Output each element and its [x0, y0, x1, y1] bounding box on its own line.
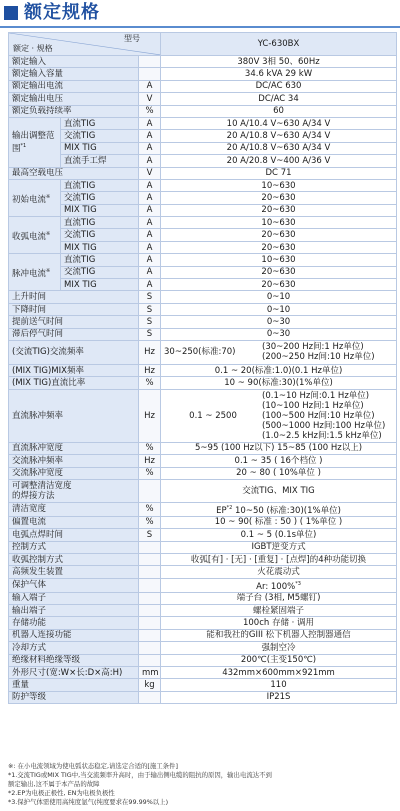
table-row [9, 328, 397, 340]
row-unit: V [139, 167, 161, 179]
row-label: 滞后停气时间 [9, 328, 139, 340]
table-row [9, 56, 397, 68]
row-label: 保护气体 [9, 578, 139, 592]
table-row [9, 117, 397, 129]
row-value: 10~630 [161, 179, 397, 191]
row-unit: A [139, 117, 161, 129]
row-value: 110 [161, 679, 397, 691]
row-value: 20~630 [161, 266, 397, 278]
row-value: 0.1 ~ 5 (0.1s单位) [161, 529, 397, 541]
header-rule [0, 26, 400, 28]
row-value: 20 A/10.8 V~630 A/34 V [161, 130, 397, 142]
row-value: 强制空冷 [161, 642, 397, 654]
row-value: 端子台 (3相, M5螺钉) [161, 592, 397, 604]
row-value: 20~630 [161, 192, 397, 204]
row-unit: S [139, 303, 161, 315]
corner-cell [9, 33, 161, 56]
row-label: 额定输出电流 [9, 80, 139, 92]
row-unit: % [139, 105, 161, 117]
row-value: 100ch 存储 · 调用 [161, 617, 397, 629]
row-label: 额定负载持续率 [9, 105, 139, 117]
table-row [9, 316, 397, 328]
row-unit [139, 553, 161, 565]
row-unit: A [139, 130, 161, 142]
row-value: 10~630 [161, 217, 397, 229]
row-label: 收弧电流※ [9, 217, 61, 254]
table-row [9, 566, 397, 578]
table-row [9, 617, 397, 629]
sub-label: 直流手工焊 [61, 155, 139, 167]
footnotes [8, 762, 396, 807]
row-label: 初始电流※ [9, 179, 61, 216]
row-unit [139, 629, 161, 641]
table-row [9, 516, 397, 528]
row-value: 0~10 [161, 291, 397, 303]
table-row [9, 467, 397, 479]
table-row [9, 155, 397, 167]
row-value: 0.1 ~ 35 ( 16个档位 ) [161, 455, 397, 467]
row-unit: Hz [139, 364, 161, 376]
row-unit: Hz [139, 389, 161, 442]
row-label: 直流脉冲频率 [9, 389, 139, 442]
sub-label: MIX TIG [61, 204, 139, 216]
value-notes: (0.1~10 Hz间:0.1 Hz单位) (10~100 Hz间:1 Hz单位) (100~500 Hz间:10 Hz单位) (500~1000 Hz间:100 Hz单位) (1.0~2.5 kHz间:1.5 kHz单位) [262, 390, 386, 441]
row-value: 能和我社的GIII 松下机器人控制器通信 [161, 629, 397, 641]
table-row [9, 93, 397, 105]
row-value: 收弧[有] · [无] · [重复] · [点焊]的4种功能切换 [161, 553, 397, 565]
value-notes: (30~200 Hz间:1 Hz单位) (200~250 Hz间:10 Hz单位) [262, 342, 375, 363]
row-unit [139, 578, 161, 592]
value-main: 30~250(标准:70) [164, 347, 236, 358]
row-value: 10 ~ 90( 标准 : 50 ) ( 1%单位 ) [161, 516, 397, 528]
row-unit: A [139, 204, 161, 216]
section-title: 额定规格 [24, 2, 100, 23]
table-row [9, 340, 397, 364]
row-label: 下降时间 [9, 303, 139, 315]
row-unit [139, 617, 161, 629]
row-label: (交流TIG)交流频率 [9, 340, 139, 364]
table-row [9, 502, 397, 516]
table-row [9, 679, 397, 691]
table-row [9, 241, 397, 253]
row-unit [139, 479, 161, 502]
row-value: DC/AC 630 [161, 80, 397, 92]
row-unit: A [139, 80, 161, 92]
table-row [9, 192, 397, 204]
sub-label: 直流TIG [61, 254, 139, 266]
row-unit [139, 56, 161, 68]
row-value: 20 A/10.8 V~630 A/34 V [161, 142, 397, 154]
row-unit: A [139, 142, 161, 154]
row-unit: S [139, 291, 161, 303]
row-label: 收弧控制方式 [9, 553, 139, 565]
row-unit: A [139, 155, 161, 167]
row-label: 上升时间 [9, 291, 139, 303]
row-value: 432mm×600mm×921mm [161, 666, 397, 678]
row-label: 交流脉冲频率 [9, 455, 139, 467]
row-unit: % [139, 377, 161, 389]
row-unit: V [139, 93, 161, 105]
table-row [9, 130, 397, 142]
row-label: 冷却方式 [9, 642, 139, 654]
row-unit: A [139, 266, 161, 278]
row-label: 清洁宽度 [9, 502, 139, 516]
row-unit: Hz [139, 340, 161, 364]
row-value [161, 340, 397, 364]
row-label: 控制方式 [9, 541, 139, 553]
row-value: 10~630 [161, 254, 397, 266]
row-unit [139, 566, 161, 578]
sub-label: MIX TIG [61, 241, 139, 253]
row-label: 重量 [9, 679, 139, 691]
table-row [9, 691, 397, 703]
row-unit [139, 654, 161, 666]
row-value: 34.6 kVA 29 kW [161, 68, 397, 80]
table-row [9, 291, 397, 303]
row-value: IP21S [161, 691, 397, 703]
row-label: 交流脉冲宽度 [9, 467, 139, 479]
row-value: DC/AC 34 [161, 93, 397, 105]
row-label: 输出端子 [9, 604, 139, 616]
footnote: *1.交流TIG或MIX TIG中,当交流频率升高时，由于输出侧电缆的阻抗的原因，输出电流达不到 [8, 771, 272, 779]
row-label: 存储功能 [9, 617, 139, 629]
row-value: 0~30 [161, 328, 397, 340]
row-unit: A [139, 254, 161, 266]
table-row [9, 479, 397, 502]
sub-label: 直流TIG [61, 217, 139, 229]
sub-label: 交流TIG [61, 266, 139, 278]
table-row [9, 578, 397, 592]
row-label: 输出调整范围$^{*1}$ [9, 117, 61, 167]
row-label: 输入端子 [9, 592, 139, 604]
row-label: 额定输入容量 [9, 68, 139, 80]
row-value: 20~630 [161, 279, 397, 291]
row-label: (MIX TIG)直流比率 [9, 377, 139, 389]
footnote: *3.保护气体需使用高纯度氩气(纯度要求在99.99%以上) [8, 798, 169, 806]
row-unit: Hz [139, 455, 161, 467]
row-value: 200℃(主变150℃) [161, 654, 397, 666]
corner-top-label: 型号 [124, 34, 141, 43]
footnote: 额定输出,这不属于本产品的故障 [8, 780, 100, 788]
table-row [9, 389, 397, 442]
sub-label: 直流TIG [61, 117, 139, 129]
table-row [9, 229, 397, 241]
table-header-row [9, 33, 397, 56]
table-row [9, 529, 397, 541]
table-row [9, 142, 397, 154]
table-row [9, 204, 397, 216]
row-label: 提前送气时间 [9, 316, 139, 328]
sub-label: 交流TIG [61, 192, 139, 204]
table-row [9, 541, 397, 553]
sub-label: 交流TIG [61, 229, 139, 241]
row-value: 0.1 ~ 20(标准:1.0)(0.1 Hz单位) [161, 364, 397, 376]
footnote: ※: 在小电流领域为使电弧状态稳定,请选定合适的[施工条件] [8, 762, 178, 770]
row-value: 火花震动式 [161, 566, 397, 578]
row-value: 20~630 [161, 204, 397, 216]
row-value: 20~630 [161, 241, 397, 253]
row-unit: A [139, 217, 161, 229]
row-label: 额定输出电压 [9, 93, 139, 105]
row-label: 额定输入 [9, 56, 139, 68]
row-value: 60 [161, 105, 397, 117]
row-unit: S [139, 529, 161, 541]
sub-label: MIX TIG [61, 142, 139, 154]
table-row [9, 666, 397, 678]
row-label: (MIX TIG)MIX频率 [9, 364, 139, 376]
table-row [9, 167, 397, 179]
table-row [9, 279, 397, 291]
row-value: 10 A/10.4 V~630 A/34 V [161, 117, 397, 129]
footnote: *2.EP为电极正极性, EN为电极负极性 [8, 789, 115, 797]
row-value: 螺栓紧固端子 [161, 604, 397, 616]
row-label: 直流脉冲宽度 [9, 442, 139, 454]
table-row [9, 364, 397, 376]
row-unit [139, 691, 161, 703]
row-value: 0~30 [161, 316, 397, 328]
row-label: 外形尺寸(宽:W×长:D×高:H) [9, 666, 139, 678]
row-label: 电弧点焊时间 [9, 529, 139, 541]
sub-label: MIX TIG [61, 279, 139, 291]
table-row [9, 179, 397, 191]
table-row [9, 642, 397, 654]
row-label: 高频发生装置 [9, 566, 139, 578]
row-label: 机器人连接功能 [9, 629, 139, 641]
row-label: 最高空载电压 [9, 167, 139, 179]
table-row [9, 455, 397, 467]
row-unit: % [139, 502, 161, 516]
row-value: 20 ~ 80 ( 10%单位 ) [161, 467, 397, 479]
row-value: Ar: 100%$^{*3}$ [161, 578, 397, 592]
table-row [9, 266, 397, 278]
table-row [9, 377, 397, 389]
table-row [9, 442, 397, 454]
row-unit [139, 604, 161, 616]
row-value [161, 389, 397, 442]
row-value: 交流TIG、MIX TIG [161, 479, 397, 502]
table-row [9, 105, 397, 117]
row-unit: mm [139, 666, 161, 678]
row-unit: % [139, 442, 161, 454]
row-label: 防护等级 [9, 691, 139, 703]
header-square-icon [4, 6, 18, 20]
table-row [9, 654, 397, 666]
row-unit [139, 642, 161, 654]
row-value: 5~95 (100 Hz以下) 15~85 (100 Hz以上) [161, 442, 397, 454]
row-value: 0~10 [161, 303, 397, 315]
table-row [9, 254, 397, 266]
section-header [0, 0, 400, 26]
row-value: DC 71 [161, 167, 397, 179]
row-unit: S [139, 328, 161, 340]
row-label: 偏置电流 [9, 516, 139, 528]
row-unit: A [139, 279, 161, 291]
row-unit: A [139, 229, 161, 241]
row-label: 可调整清洁宽度 的焊接方法 [9, 479, 139, 502]
table-row [9, 303, 397, 315]
sub-label: 直流TIG [61, 179, 139, 191]
row-unit: % [139, 467, 161, 479]
table-row [9, 604, 397, 616]
row-unit: % [139, 516, 161, 528]
table-row [9, 592, 397, 604]
spec-table [8, 32, 397, 704]
row-value: 380V 3相 50、60Hz [161, 56, 397, 68]
row-unit: A [139, 241, 161, 253]
table-row [9, 553, 397, 565]
table-row [9, 629, 397, 641]
row-value: IGBT逆变方式 [161, 541, 397, 553]
model-cell: YC-630BX [161, 33, 397, 56]
row-label: 绝缘材料绝缘等级 [9, 654, 139, 666]
table-row [9, 68, 397, 80]
table-row [9, 80, 397, 92]
row-value: 10 ~ 90(标准:30)(1%单位) [161, 377, 397, 389]
row-unit: A [139, 179, 161, 191]
row-unit: A [139, 192, 161, 204]
row-unit [139, 592, 161, 604]
table-row [9, 217, 397, 229]
row-value: 20~630 [161, 229, 397, 241]
row-value: EP$^{*2}$ 10~50 (标准:30)(1%单位) [161, 502, 397, 516]
row-unit [139, 541, 161, 553]
row-unit: kg [139, 679, 161, 691]
row-unit: S [139, 316, 161, 328]
corner-bottom-label: 额定 · 规格 [13, 44, 53, 53]
value-main: 0.1 ~ 2500 [189, 410, 237, 421]
row-unit [139, 68, 161, 80]
row-label: 脉冲电流※ [9, 254, 61, 291]
sub-label: 交流TIG [61, 130, 139, 142]
row-value: 20 A/20.8 V~400 A/36 V [161, 155, 397, 167]
